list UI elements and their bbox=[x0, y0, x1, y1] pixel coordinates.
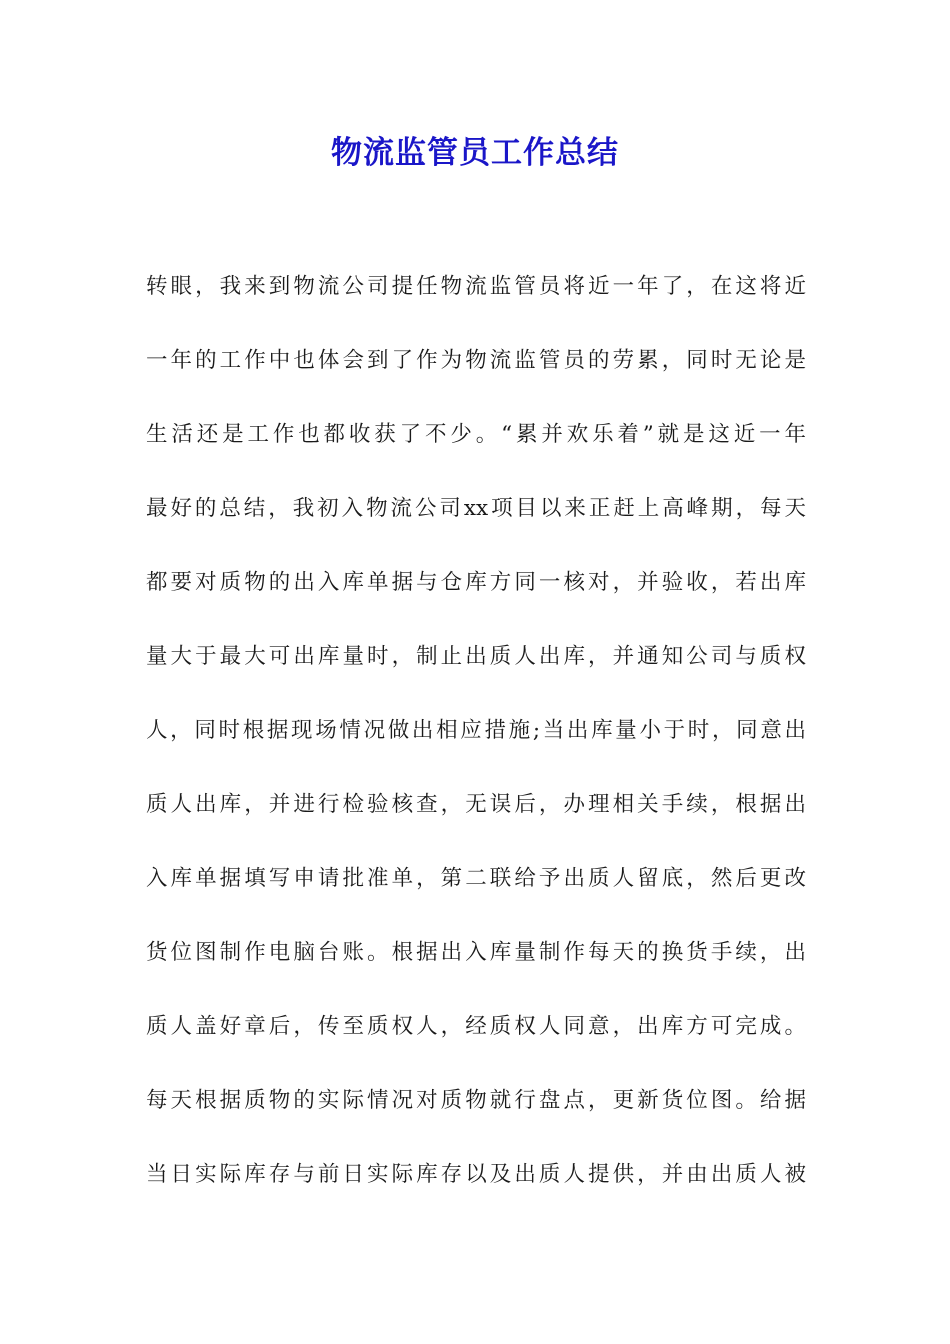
body-line: 人，同时根据现场情况做出相应措施;当出库量小于时，同意出 bbox=[146, 718, 806, 743]
document-body bbox=[146, 262, 806, 1224]
body-line: 质人出库，并进行检验核查，无误后，办理相关手续，根据出 bbox=[146, 792, 806, 817]
body-line: 货位图制作电脑台账。根据出入库量制作每天的换货手续，出 bbox=[146, 940, 806, 965]
body-line: 最好的总结，我初入物流公司xx项目以来正赶上高峰期，每天 bbox=[146, 496, 806, 521]
body-line: 量大于最大可出库量时，制止出质人出库，并通知公司与质权 bbox=[146, 644, 806, 669]
page-title: 物流监管员工作总结 bbox=[331, 135, 619, 171]
body-line: 质人盖好章后，传至质权人，经质权人同意，出库方可完成。 bbox=[146, 1014, 806, 1039]
body-line: 生活还是工作也都收获了不少。“累并欢乐着”就是这近一年 bbox=[146, 422, 806, 447]
body-line: 都要对质物的出入库单据与仓库方同一核对，并验收，若出库 bbox=[146, 570, 806, 595]
body-line: 当日实际库存与前日实际库存以及出质人提供，并由出质人被 bbox=[146, 1162, 806, 1187]
body-line: 转眼，我来到物流公司提任物流监管员将近一年了，在这将近 bbox=[146, 274, 806, 299]
body-line: 每天根据质物的实际情况对质物就行盘点，更新货位图。给据 bbox=[146, 1088, 806, 1113]
body-line: 入库单据填写申请批准单，第二联给予出质人留底，然后更改 bbox=[146, 866, 806, 891]
body-line: 一年的工作中也体会到了作为物流监管员的劳累，同时无论是 bbox=[146, 348, 806, 373]
